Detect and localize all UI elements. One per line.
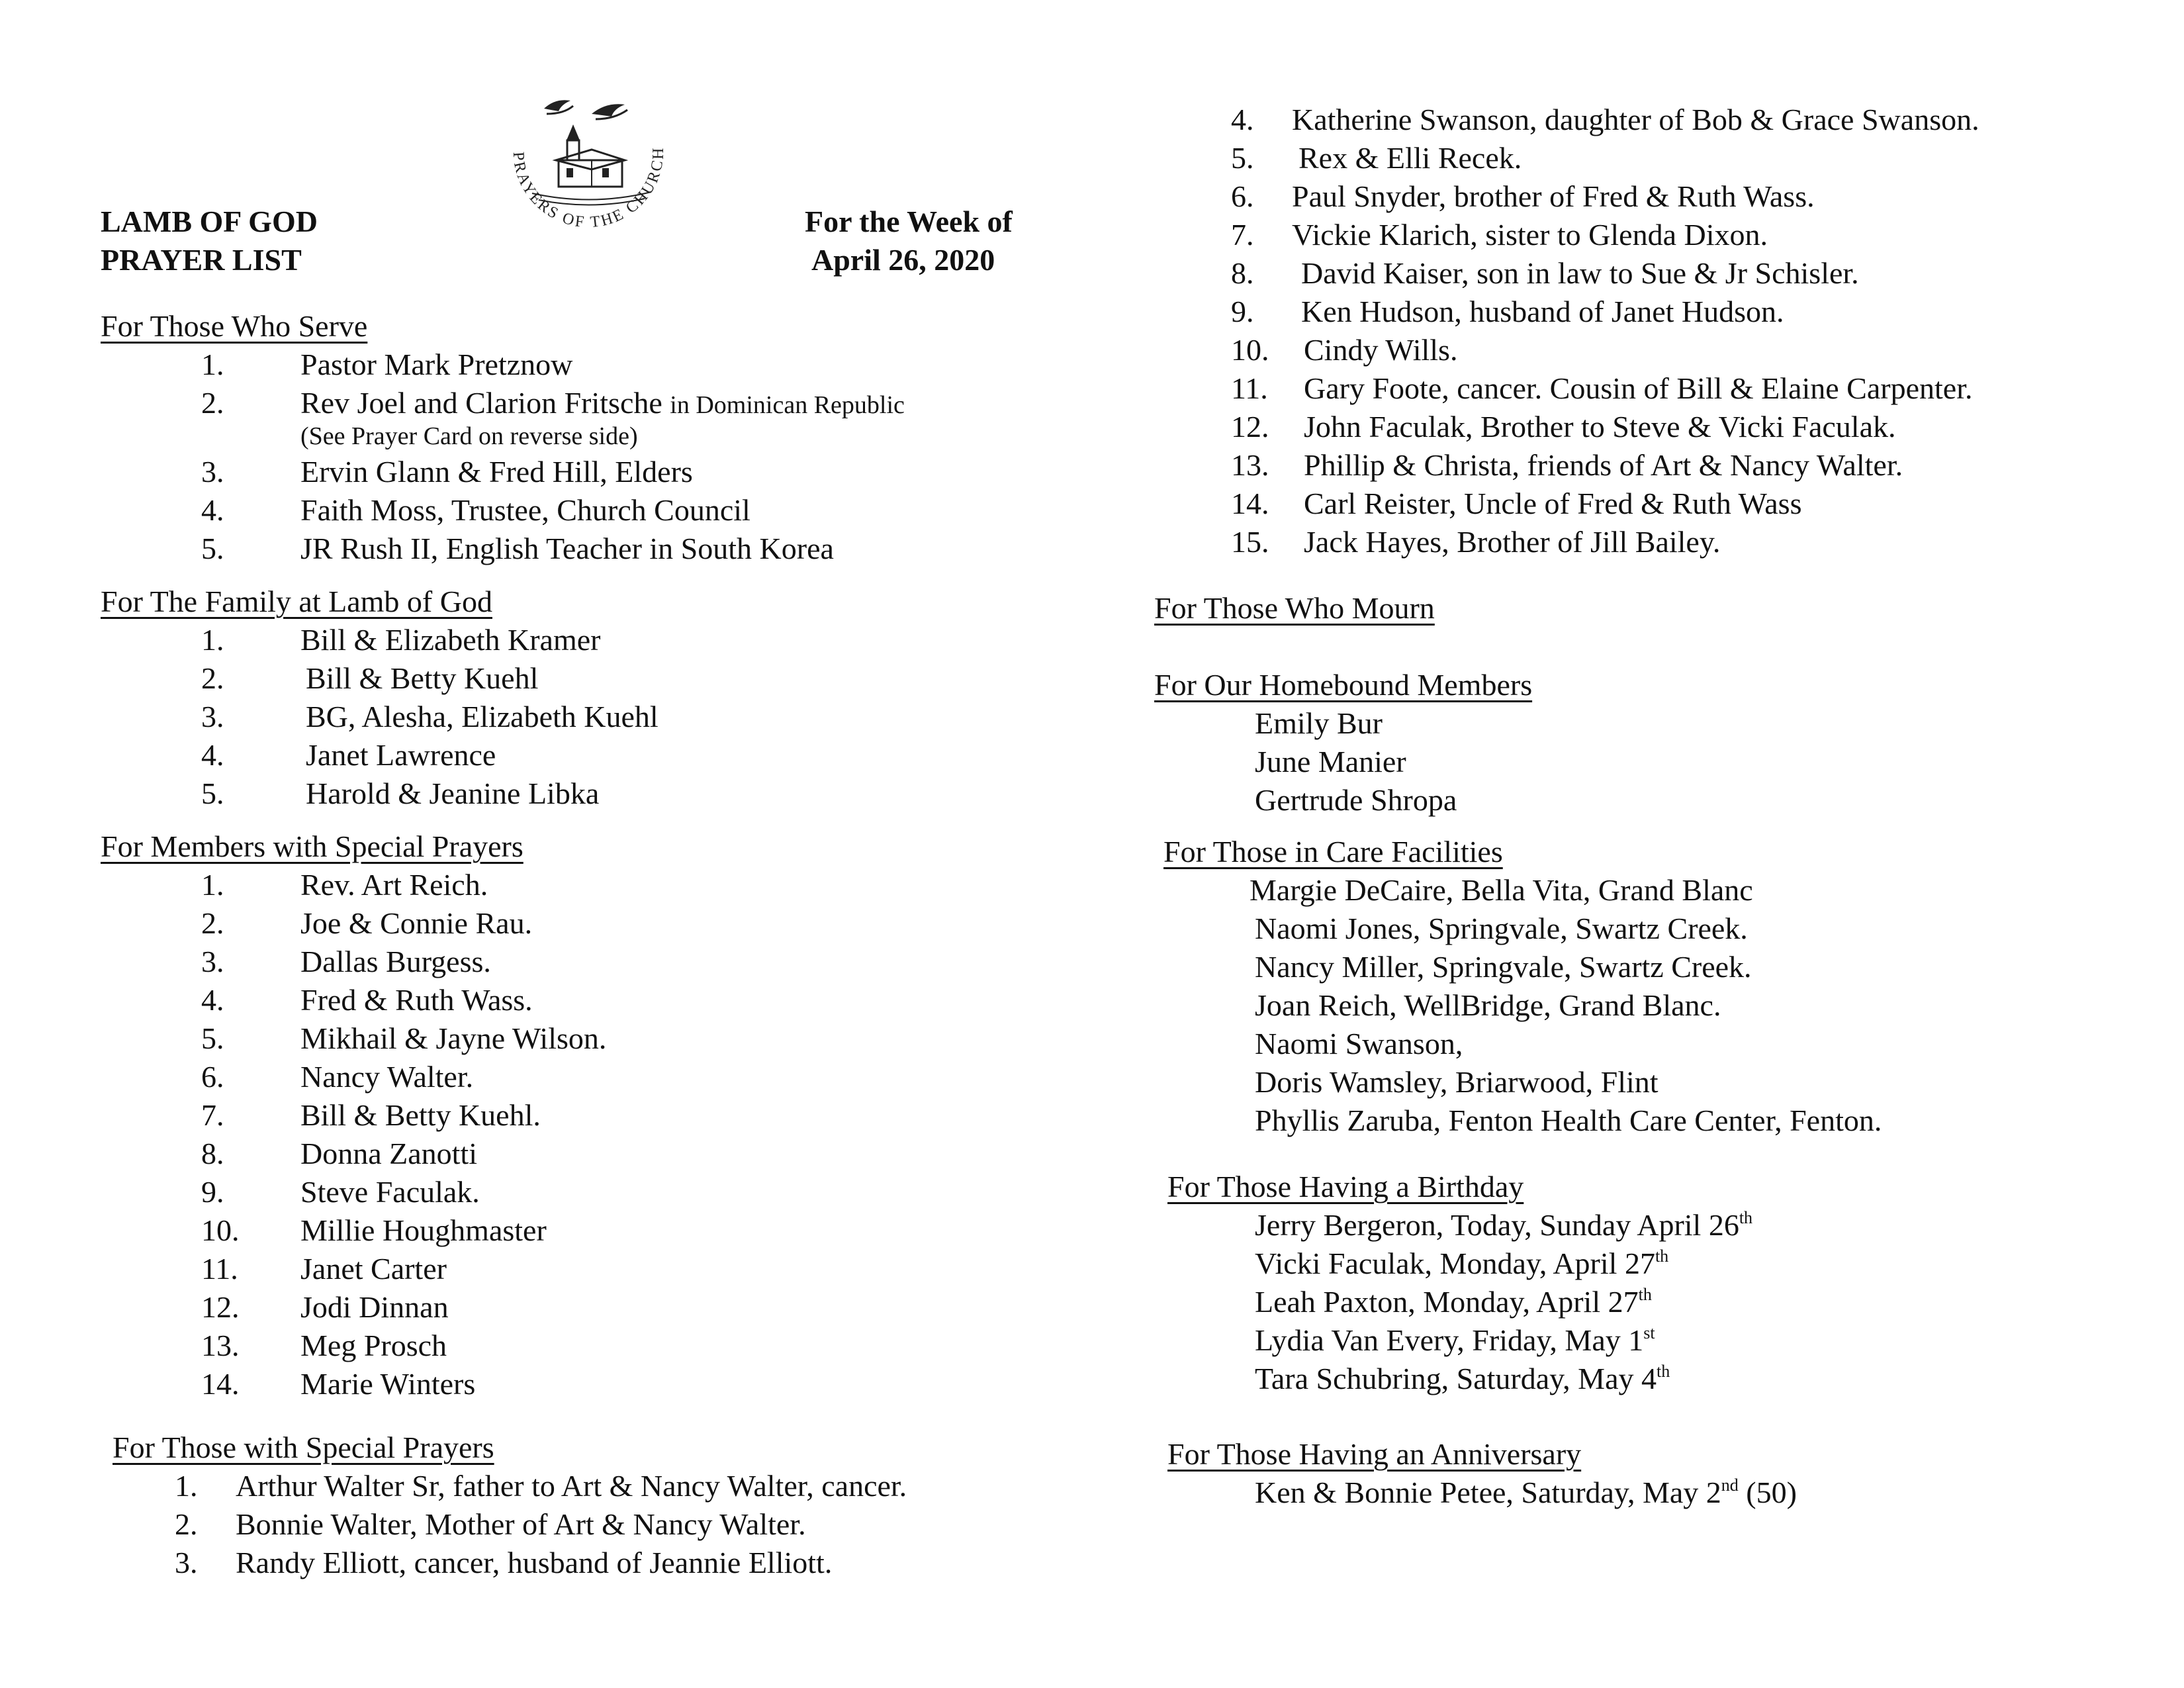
section-heading-care: For Those in Care Facilities (1163, 835, 1503, 868)
list-number: 15. (1231, 525, 1269, 559)
list-number: 3. (201, 700, 224, 733)
list-number: 14. (1231, 487, 1269, 520)
list-number: 1. (201, 348, 224, 381)
list-item-note: (See Prayer Card on reverse side) (300, 422, 638, 450)
list-number: 7. (1231, 218, 1254, 252)
list-number: 3. (201, 945, 224, 978)
list-item: Joe & Connie Rau. (300, 906, 533, 940)
section-heading-homebound: For Our Homebound Members (1154, 668, 1533, 702)
list-item: Janet Carter (300, 1252, 447, 1286)
list-number: 4. (201, 983, 224, 1017)
list-number: 10. (1231, 333, 1269, 367)
week-date: April 26, 2020 (811, 243, 995, 277)
section-heading-serve: For Those Who Serve (101, 309, 368, 343)
list-number: 5. (201, 776, 224, 810)
list-item-location: in Dominican Republic (670, 391, 905, 419)
list-item (1255, 1210, 1752, 1241)
list-item: Paul Snyder, brother of Fred & Ruth Wass. (1292, 179, 1815, 213)
list-item: Marie Winters (300, 1367, 476, 1401)
section-heading-special: For Those with Special Prayers (113, 1430, 494, 1464)
birthday-text: Leah Paxton, Monday, April 27 (1255, 1285, 1639, 1319)
list-item: Bill & Betty Kuehl (306, 661, 539, 695)
ordinal-suffix: st (1643, 1323, 1655, 1342)
anniversary-text: Ken & Bonnie Petee, Saturday, May 2 (1255, 1476, 1721, 1509)
ordinal-suffix: nd (1721, 1476, 1739, 1495)
title-line-1: LAMB OF GOD (101, 205, 318, 238)
list-item: Vickie Klarich, sister to Glenda Dixon. (1292, 218, 1768, 252)
list-item: Harold & Jeanine Libka (306, 776, 600, 810)
list-number: 2. (175, 1507, 198, 1541)
list-item: Emily Bur (1255, 706, 1383, 740)
list-number: 2. (201, 906, 224, 940)
list-item: June Manier (1255, 745, 1406, 778)
list-item: Jodi Dinnan (300, 1290, 449, 1324)
list-number: 1. (201, 868, 224, 902)
list-item-text: Rev Joel and Clarion Fritsche (300, 386, 662, 420)
list-number: 11. (1231, 371, 1268, 405)
list-item (1255, 1477, 1797, 1508)
list-number: 11. (201, 1252, 238, 1286)
ordinal-suffix: th (1656, 1362, 1670, 1381)
list-number: 13. (201, 1329, 240, 1362)
title-line-2: PRAYER LIST (101, 243, 302, 277)
list-number: 3. (201, 455, 224, 489)
list-number: 6. (1231, 179, 1254, 213)
list-item: Doris Wamsley, Briarwood, Flint (1255, 1065, 1659, 1099)
list-item: Millie Houghmaster (300, 1213, 547, 1247)
svg-text:PRAYERS OF THE CHURCH (510, 146, 667, 231)
birthday-text: Tara Schubring, Saturday, May 4 (1255, 1362, 1657, 1395)
list-number: 3. (175, 1546, 198, 1579)
list-item: Phillip & Christa, friends of Art & Nancy Walter. (1304, 448, 1903, 482)
list-number: 4. (1231, 103, 1254, 136)
list-item: Rev. Art Reich. (300, 868, 488, 902)
list-item: Ervin Glann & Fred Hill, Elders (300, 455, 693, 489)
list-number: 2. (201, 661, 224, 695)
list-item: Fred & Ruth Wass. (300, 983, 533, 1017)
list-number: 8. (201, 1137, 224, 1170)
list-number: 7. (201, 1098, 224, 1132)
list-number: 12. (1231, 410, 1269, 444)
section-heading-birthday: For Those Having a Birthday (1167, 1170, 1524, 1203)
section-heading-members-special: For Members with Special Prayers (101, 829, 523, 863)
list-item: Faith Moss, Trustee, Church Council (300, 493, 751, 527)
anniversary-years: (50) (1738, 1476, 1797, 1509)
list-item (1255, 1325, 1655, 1356)
birthday-text: Jerry Bergeron, Today, Sunday April 26 (1255, 1208, 1739, 1242)
list-number: 5. (201, 1021, 224, 1055)
list-item: Mikhail & Jayne Wilson. (300, 1021, 607, 1055)
list-item: Arthur Walter Sr, father to Art & Nancy Walter, cancer. (236, 1469, 907, 1503)
list-number: 6. (201, 1060, 224, 1094)
ordinal-suffix: th (1739, 1208, 1753, 1227)
list-item: Margie DeCaire, Bella Vita, Grand Blanc (1250, 873, 1753, 907)
list-item: BG, Alesha, Elizabeth Kuehl (306, 700, 659, 733)
church-logo-icon (492, 94, 684, 233)
list-item: Jack Hayes, Brother of Jill Bailey. (1304, 525, 1721, 559)
list-item (1255, 1248, 1668, 1279)
list-item: Bonnie Walter, Mother of Art & Nancy Walter. (236, 1507, 806, 1541)
list-item: Pastor Mark Pretznow (300, 348, 573, 381)
list-item: Katherine Swanson, daughter of Bob & Grace Swanson. (1292, 103, 1979, 136)
list-number: 9. (201, 1175, 224, 1209)
list-item: Phyllis Zaruba, Fenton Health Care Center, Fenton. (1255, 1103, 1882, 1137)
list-number: 12. (201, 1290, 240, 1324)
list-item: Rex & Elli Recek. (1298, 141, 1522, 175)
list-number: 13. (1231, 448, 1269, 482)
week-label: For the Week of (805, 205, 1013, 238)
list-item: Naomi Swanson, (1255, 1027, 1463, 1060)
ordinal-suffix: th (1655, 1246, 1669, 1266)
list-item: Janet Lawrence (306, 738, 496, 772)
list-item: Gary Foote, cancer. Cousin of Bill & Elaine Carpenter. (1304, 371, 1973, 405)
list-item: Carl Reister, Uncle of Fred & Ruth Wass (1304, 487, 1802, 520)
list-item: Bill & Betty Kuehl. (300, 1098, 541, 1132)
list-item: Steve Faculak. (300, 1175, 480, 1209)
list-number: 1. (175, 1469, 198, 1503)
section-heading-anniversary: For Those Having an Anniversary (1167, 1437, 1582, 1471)
list-number: 4. (201, 493, 224, 527)
list-item (300, 388, 905, 418)
list-number: 10. (201, 1213, 240, 1247)
list-number: 14. (201, 1367, 240, 1401)
list-item (1255, 1287, 1652, 1317)
birthday-text: Vicki Faculak, Monday, April 27 (1255, 1246, 1655, 1280)
list-item: Joan Reich, WellBridge, Grand Blanc. (1255, 988, 1721, 1022)
section-heading-family: For The Family at Lamb of God (101, 585, 492, 618)
logo-ring-text: PRAYERS OF THE CHURCH (509, 146, 668, 232)
list-item: Bill & Elizabeth Kramer (300, 623, 601, 657)
list-number: 8. (1231, 256, 1254, 290)
list-item: Randy Elliott, cancer, husband of Jeannie Elliott. (236, 1546, 833, 1579)
list-number: 4. (201, 738, 224, 772)
list-number: 5. (1231, 141, 1254, 175)
list-item (1255, 1364, 1670, 1394)
list-item: Ken Hudson, husband of Janet Hudson. (1301, 295, 1784, 328)
list-number: 1. (201, 623, 224, 657)
list-item: Gertrude Shropa (1255, 783, 1457, 817)
list-item: Nancy Walter. (300, 1060, 474, 1094)
section-heading-mourn: For Those Who Mourn (1154, 591, 1435, 625)
list-number: 9. (1231, 295, 1254, 328)
list-item: Donna Zanotti (300, 1137, 477, 1170)
list-item: Meg Prosch (300, 1329, 447, 1362)
ordinal-suffix: th (1638, 1285, 1652, 1304)
list-item: JR Rush II, English Teacher in South Korea (300, 532, 834, 565)
list-number: 2. (201, 386, 224, 420)
list-item: John Faculak, Brother to Steve & Vicki Faculak. (1304, 410, 1896, 444)
list-item: David Kaiser, son in law to Sue & Jr Schisler. (1301, 256, 1859, 290)
list-item: Naomi Jones, Springvale, Swartz Creek. (1255, 912, 1748, 945)
list-item: Dallas Burgess. (300, 945, 491, 978)
birthday-text: Lydia Van Every, Friday, May 1 (1255, 1323, 1644, 1357)
list-item: Cindy Wills. (1304, 333, 1458, 367)
list-item: Nancy Miller, Springvale, Swartz Creek. (1255, 950, 1752, 984)
list-number: 5. (201, 532, 224, 565)
